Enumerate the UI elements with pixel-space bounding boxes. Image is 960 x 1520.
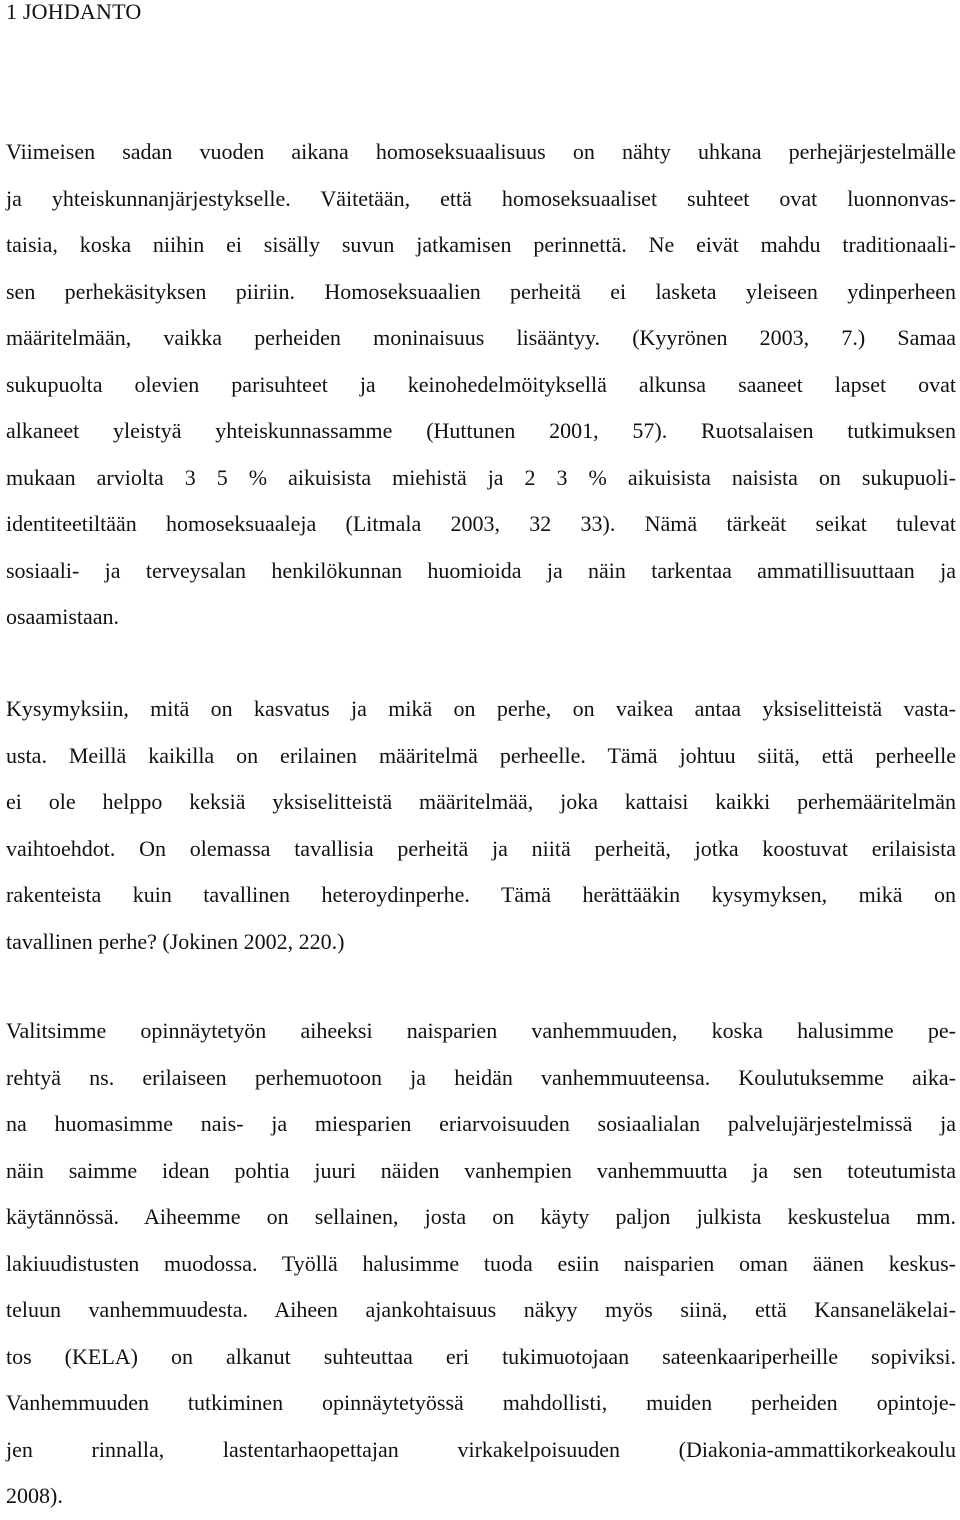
paragraph-line: identiteetiltään homoseksuaaleja (Litmala 2003, 32 33). Nämä tärkeät seikat tulevat <box>6 511 956 536</box>
paragraph-3 <box>6 1008 956 1520</box>
paragraph-line: vaihtoehdot. On olemassa tavallisia perheitä ja niitä perheitä, jotka koostuvat erilaisista <box>6 835 956 861</box>
paragraph-line: Vanhemmuuden tutkiminen opinnäytetyössä mahdollisti, muiden perheiden opintoje- <box>6 1390 956 1415</box>
paragraph-line: teluun vanhemmuudesta. Aiheen ajankohtaisuus näkyy myös siinä, että Kansaneläkelai- <box>6 1297 956 1322</box>
paragraph-line: Kysymyksiin, mitä on kasvatus ja mikä on perhe, on vaikea antaa yksiselitteistä vasta- <box>6 696 956 721</box>
paragraph-line: lakiuudistusten muodossa. Työllä halusimme tuoda esiin naisparien oman äänen keskus- <box>6 1250 956 1276</box>
paragraph-line: sen perhekäsityksen piiriin. Homoseksuaalien perheitä ei lasketa yleiseen ydinperheen <box>6 278 956 304</box>
paragraph-line: rehtyä ns. erilaiseen perhemuotoon ja heidän vanhemmuuteensa. Koulutuksemme aika- <box>6 1064 956 1090</box>
paragraph-line: Viimeisen sadan vuoden aikana homoseksuaalisuus on nähty uhkana perhejärjestelmälle <box>6 139 956 164</box>
paragraph-line: taisia, koska niihin ei sisälly suvun jatkamisen perinnettä. Ne eivät mahdu traditionaali- <box>6 232 956 257</box>
paragraph-line: käytännössä. Aiheemme on sellainen, josta on käyty paljon julkista keskustelua mm. <box>6 1204 956 1229</box>
paragraph-line: osaamistaan. <box>6 604 120 629</box>
paragraph-line: näin saimme idean pohtia juuri näiden vanhempien vanhemmuutta ja sen toteutumista <box>6 1157 956 1183</box>
paragraph-1 <box>6 129 956 641</box>
paragraph-line: ja yhteiskunnanjärjestykselle. Väitetään, että homoseksuaaliset suhteet ovat luonnonvas- <box>6 185 956 211</box>
chapter-heading: 1 JOHDANTO <box>6 0 142 24</box>
paragraph-line: alkaneet yleistyä yhteiskunnassamme (Huttunen 2001, 57). Ruotsalaisen tutkimuksen <box>6 418 956 443</box>
paragraph-line: na huomasimme nais- ja miesparien eriarvoisuuden sosiaalialan palvelujärjestelmissä ja <box>6 1111 956 1136</box>
paragraph-line: mukaan arviolta 3 5 % aikuisista miehistä ja 2 3 % aikuisista naisista on sukupuoli- <box>6 464 956 490</box>
paragraph-line: ei ole helppo keksiä yksiselitteistä määritelmää, joka kattaisi kaikki perhemääritelmän <box>6 789 956 814</box>
paragraph-2 <box>6 686 956 965</box>
paragraph-line: sukupuolta olevien parisuhteet ja keinohedelmöityksellä alkunsa saaneet lapset ovat <box>6 371 956 397</box>
paragraph-line: 2008). <box>6 1483 63 1508</box>
paragraph-line: jen rinnalla, lastentarhaopettajan virkakelpoisuuden (Diakonia-ammattikorkeakoulu <box>6 1436 956 1462</box>
paragraph-line: sosiaali- ja terveysalan henkilökunnan huomioida ja näin tarkentaa ammatillisuuttaan ja <box>6 557 956 583</box>
paragraph-line: Valitsimme opinnäytetyön aiheeksi naisparien vanhemmuuden, koska halusimme pe- <box>6 1018 956 1043</box>
paragraph-line: tavallinen perhe? (Jokinen 2002, 220.) <box>6 928 345 954</box>
paragraph-line: usta. Meillä kaikilla on erilainen määritelmä perheelle. Tämä johtuu siitä, että perheelle <box>6 742 956 768</box>
paragraph-line: tos (KELA) on alkanut suhteuttaa eri tukimuotojaan sateenkaariperheille sopiviksi. <box>6 1343 956 1369</box>
paragraph-line: rakenteista kuin tavallinen heteroydinperhe. Tämä herättääkin kysymyksen, mikä on <box>6 882 956 907</box>
paragraph-line: määritelmään, vaikka perheiden moninaisuus lisääntyy. (Kyyrönen 2003, 7.) Samaa <box>6 325 956 350</box>
